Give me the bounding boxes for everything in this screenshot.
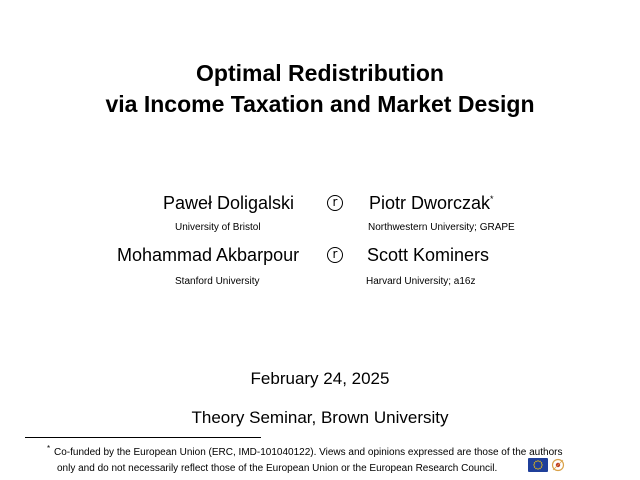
title-line-1: Optimal Redistribution (196, 60, 444, 86)
affiliation-akbarpour: Stanford University (175, 276, 260, 287)
presentation-date: February 24, 2025 (250, 369, 390, 388)
footnote-reference-mark: * (490, 194, 494, 204)
footnote-divider (25, 437, 261, 438)
eu-flag-icon (528, 458, 548, 472)
author-name-doligalski: Paweł Doligalski (163, 193, 295, 213)
author-name-akbarpour: Mohammad Akbarpour (117, 245, 300, 265)
erc-logo-icon (551, 458, 565, 472)
footnote-mark: * (47, 444, 51, 453)
random-order-symbol: r (327, 247, 343, 263)
footnote-line-2: only and do not necessarily reflect those of the European Union or the European Research Council. (57, 463, 498, 474)
affiliation-doligalski: University of Bristol (175, 222, 261, 233)
affiliation-kominers: Harvard University; a16z (366, 276, 476, 287)
footnote-line-1: Co-funded by the European Union (ERC, IMD-101040122). Views and opinions expressed are those of the authors (54, 447, 563, 458)
affiliation-dworczak: Northwestern University; GRAPE (368, 222, 515, 233)
presentation-title (0, 58, 640, 120)
author-dworczak (369, 192, 494, 214)
author-name-kominers: Scott Kominers (367, 245, 490, 265)
event-name: Theory Seminar, Brown University (191, 408, 449, 427)
title-line-2: via Income Taxation and Market Design (105, 91, 535, 117)
author-name-dworczak: Piotr Dworczak (369, 193, 491, 213)
random-order-symbol: r (327, 195, 343, 211)
